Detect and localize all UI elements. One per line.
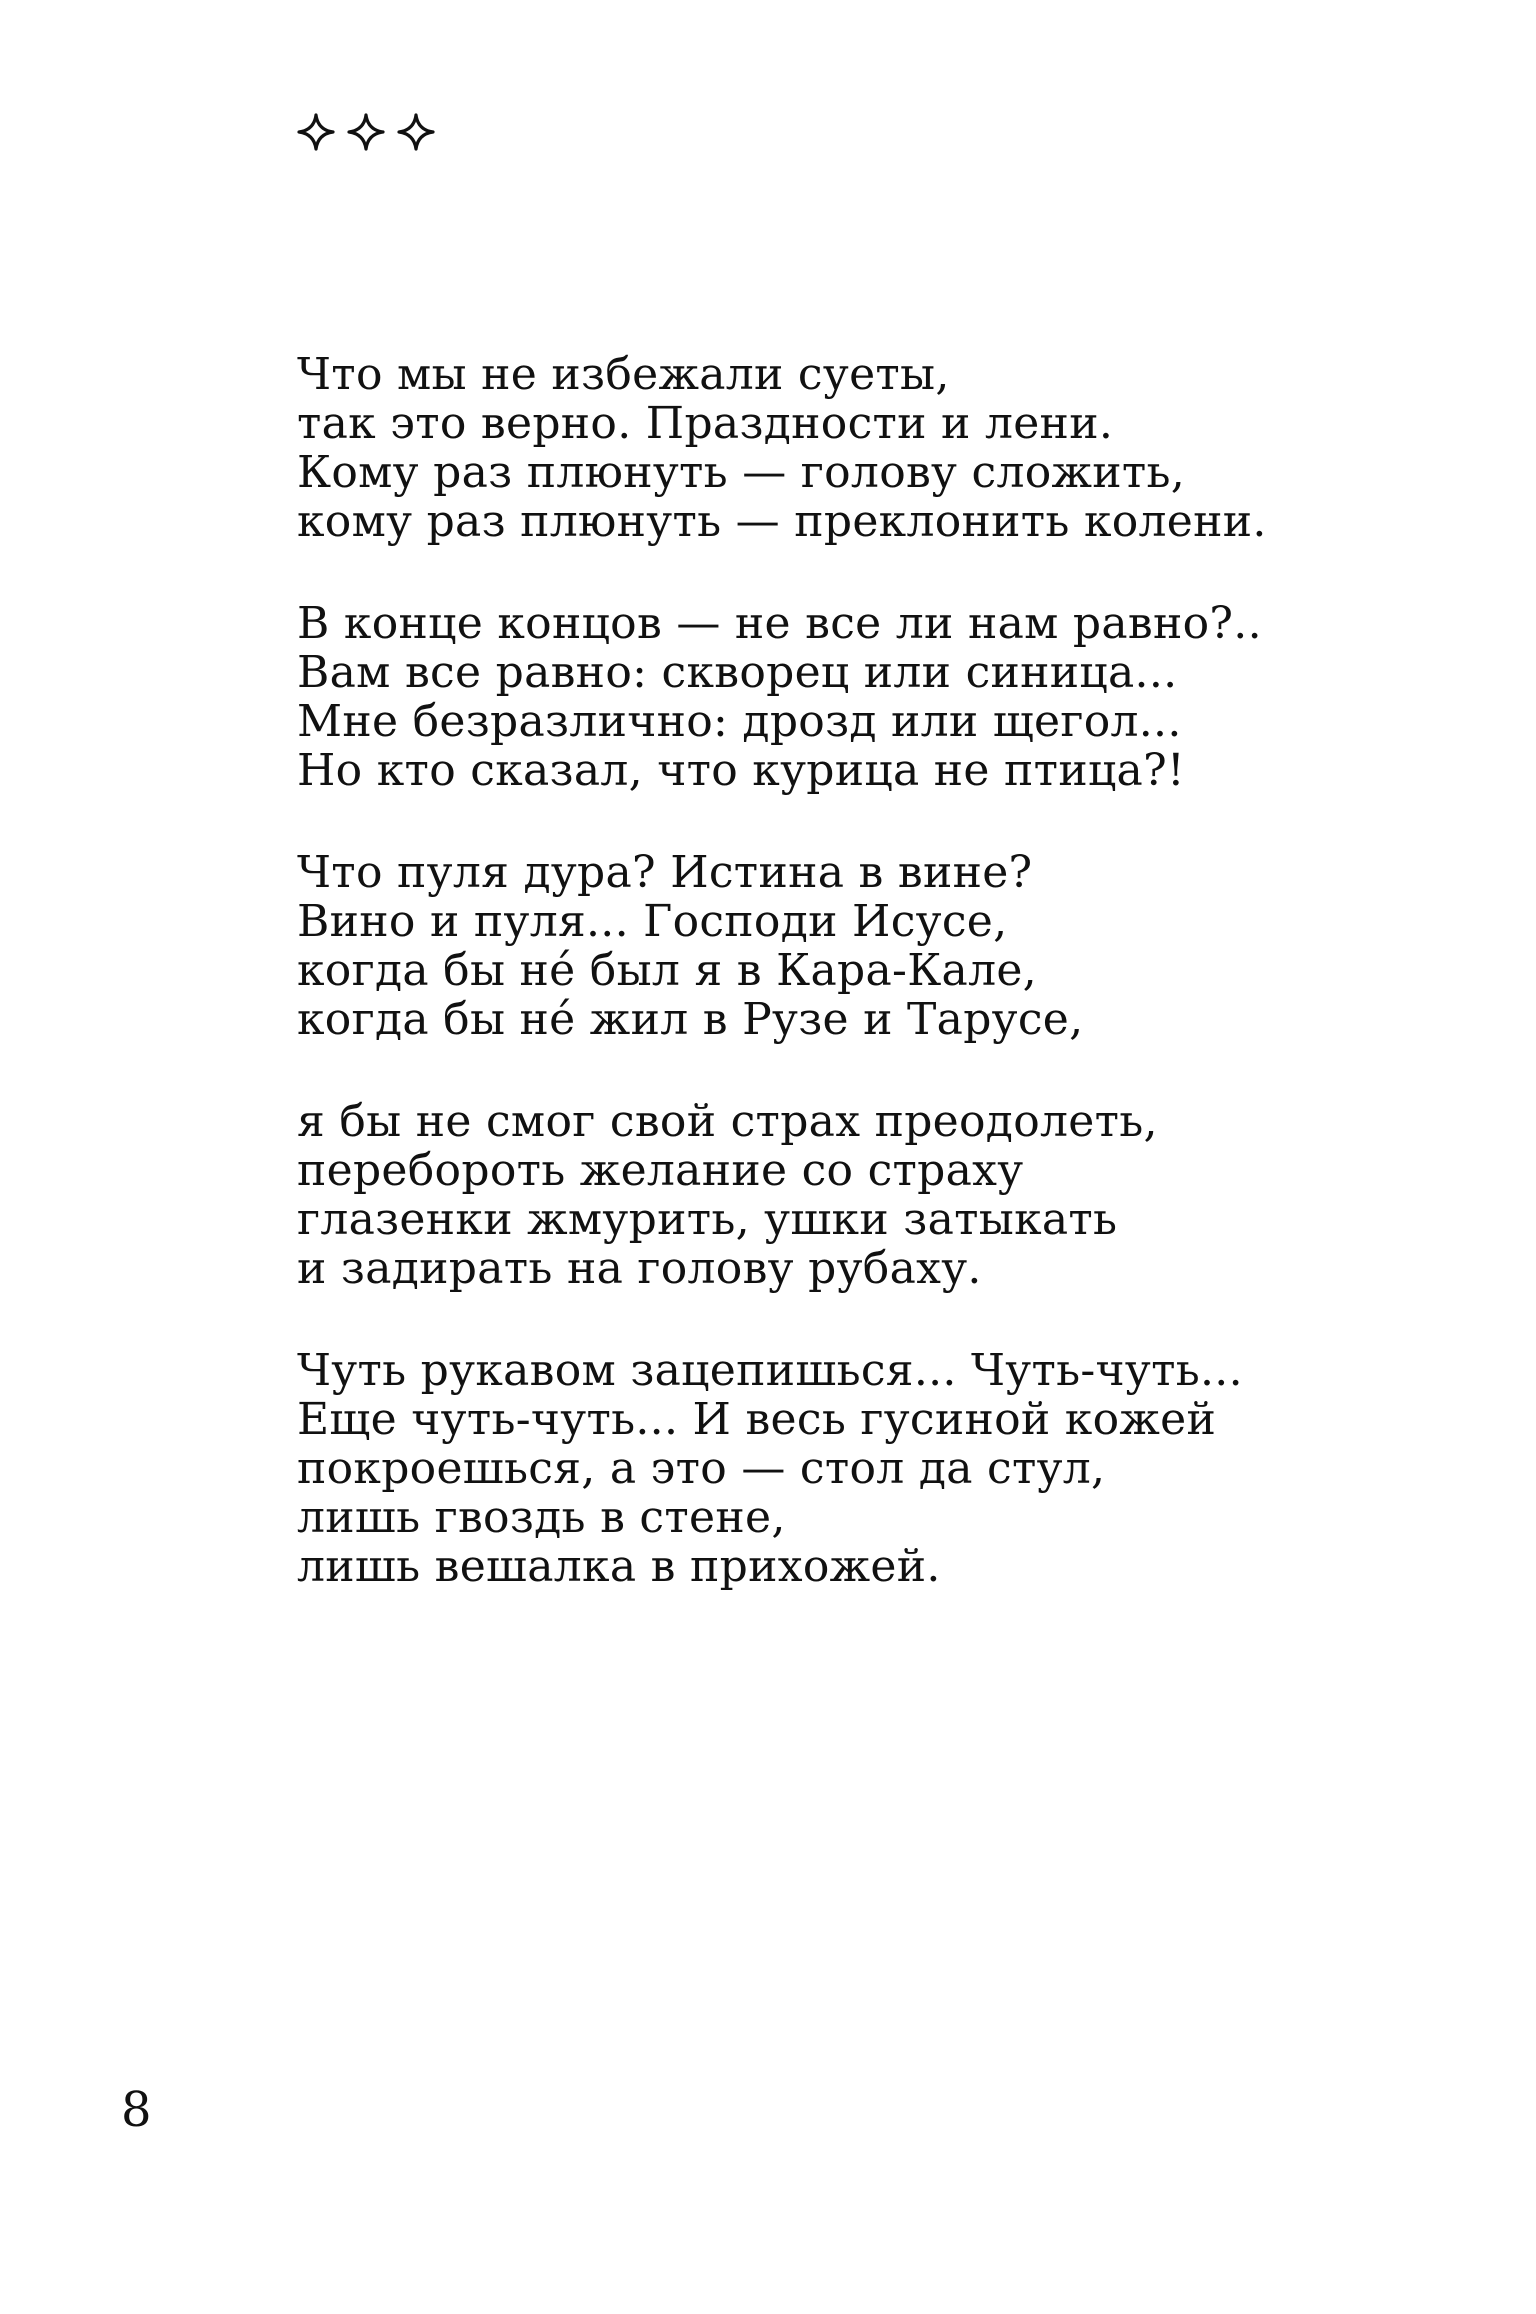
poem-line: Что пуля дура? Истина в вине? <box>297 847 1033 898</box>
star-ornament-icon <box>346 112 386 152</box>
poem-line: когда бы нé был я в Кара-Кале, <box>297 945 1037 996</box>
section-ornament <box>296 112 436 160</box>
poem-line: я бы не смог свой страх преодолеть, <box>297 1096 1158 1147</box>
poem-line: Вам все равно: скворец или синица... <box>297 647 1178 698</box>
poem-line: лишь вешалка в прихожей. <box>297 1541 941 1592</box>
star-ornament-icon <box>296 112 336 152</box>
poem-line: покроешься, а это — стол да стул, <box>297 1443 1106 1494</box>
stanza-1 <box>297 350 1297 546</box>
poem-line: лишь гвоздь в стене, <box>297 1492 786 1543</box>
stanza-3 <box>297 848 1297 1044</box>
poem-line: и задирать на голову рубаху. <box>297 1243 982 1294</box>
star-ornament-icon <box>396 112 436 152</box>
poem-line: глазенки жмурить, ушки затыкать <box>297 1194 1118 1245</box>
poem-line: кому раз плюнуть — преклонить колени. <box>297 496 1267 547</box>
stanza-4 <box>297 1097 1297 1293</box>
stanza-2 <box>297 599 1297 795</box>
poem-line: перебороть желание со страху <box>297 1145 1024 1196</box>
poem-line: так это верно. Праздности и лени. <box>297 398 1114 449</box>
poem-line: Кому раз плюнуть — голову сложить, <box>297 447 1186 498</box>
poem-line: Мне безразлично: дрозд или щегол... <box>297 696 1182 747</box>
poem-line: когда бы нé жил в Рузе и Тарусе, <box>297 994 1084 1045</box>
poem-line: В конце концов — не все ли нам равно?.. <box>297 598 1262 649</box>
poem-line: Еще чуть-чуть... И весь гусиной кожей <box>297 1394 1217 1445</box>
poem <box>297 350 1297 1644</box>
stanza-5 <box>297 1346 1297 1591</box>
page-number: 8 <box>121 2082 152 2138</box>
poem-line: Но кто сказал, что курица не птица?! <box>297 745 1185 796</box>
poem-line: Что мы не избежали суеты, <box>297 349 950 400</box>
poem-line: Чуть рукавом зацепишься... Чуть-чуть... <box>297 1345 1243 1396</box>
poem-line: Вино и пуля... Господи Исусе, <box>297 896 1008 947</box>
